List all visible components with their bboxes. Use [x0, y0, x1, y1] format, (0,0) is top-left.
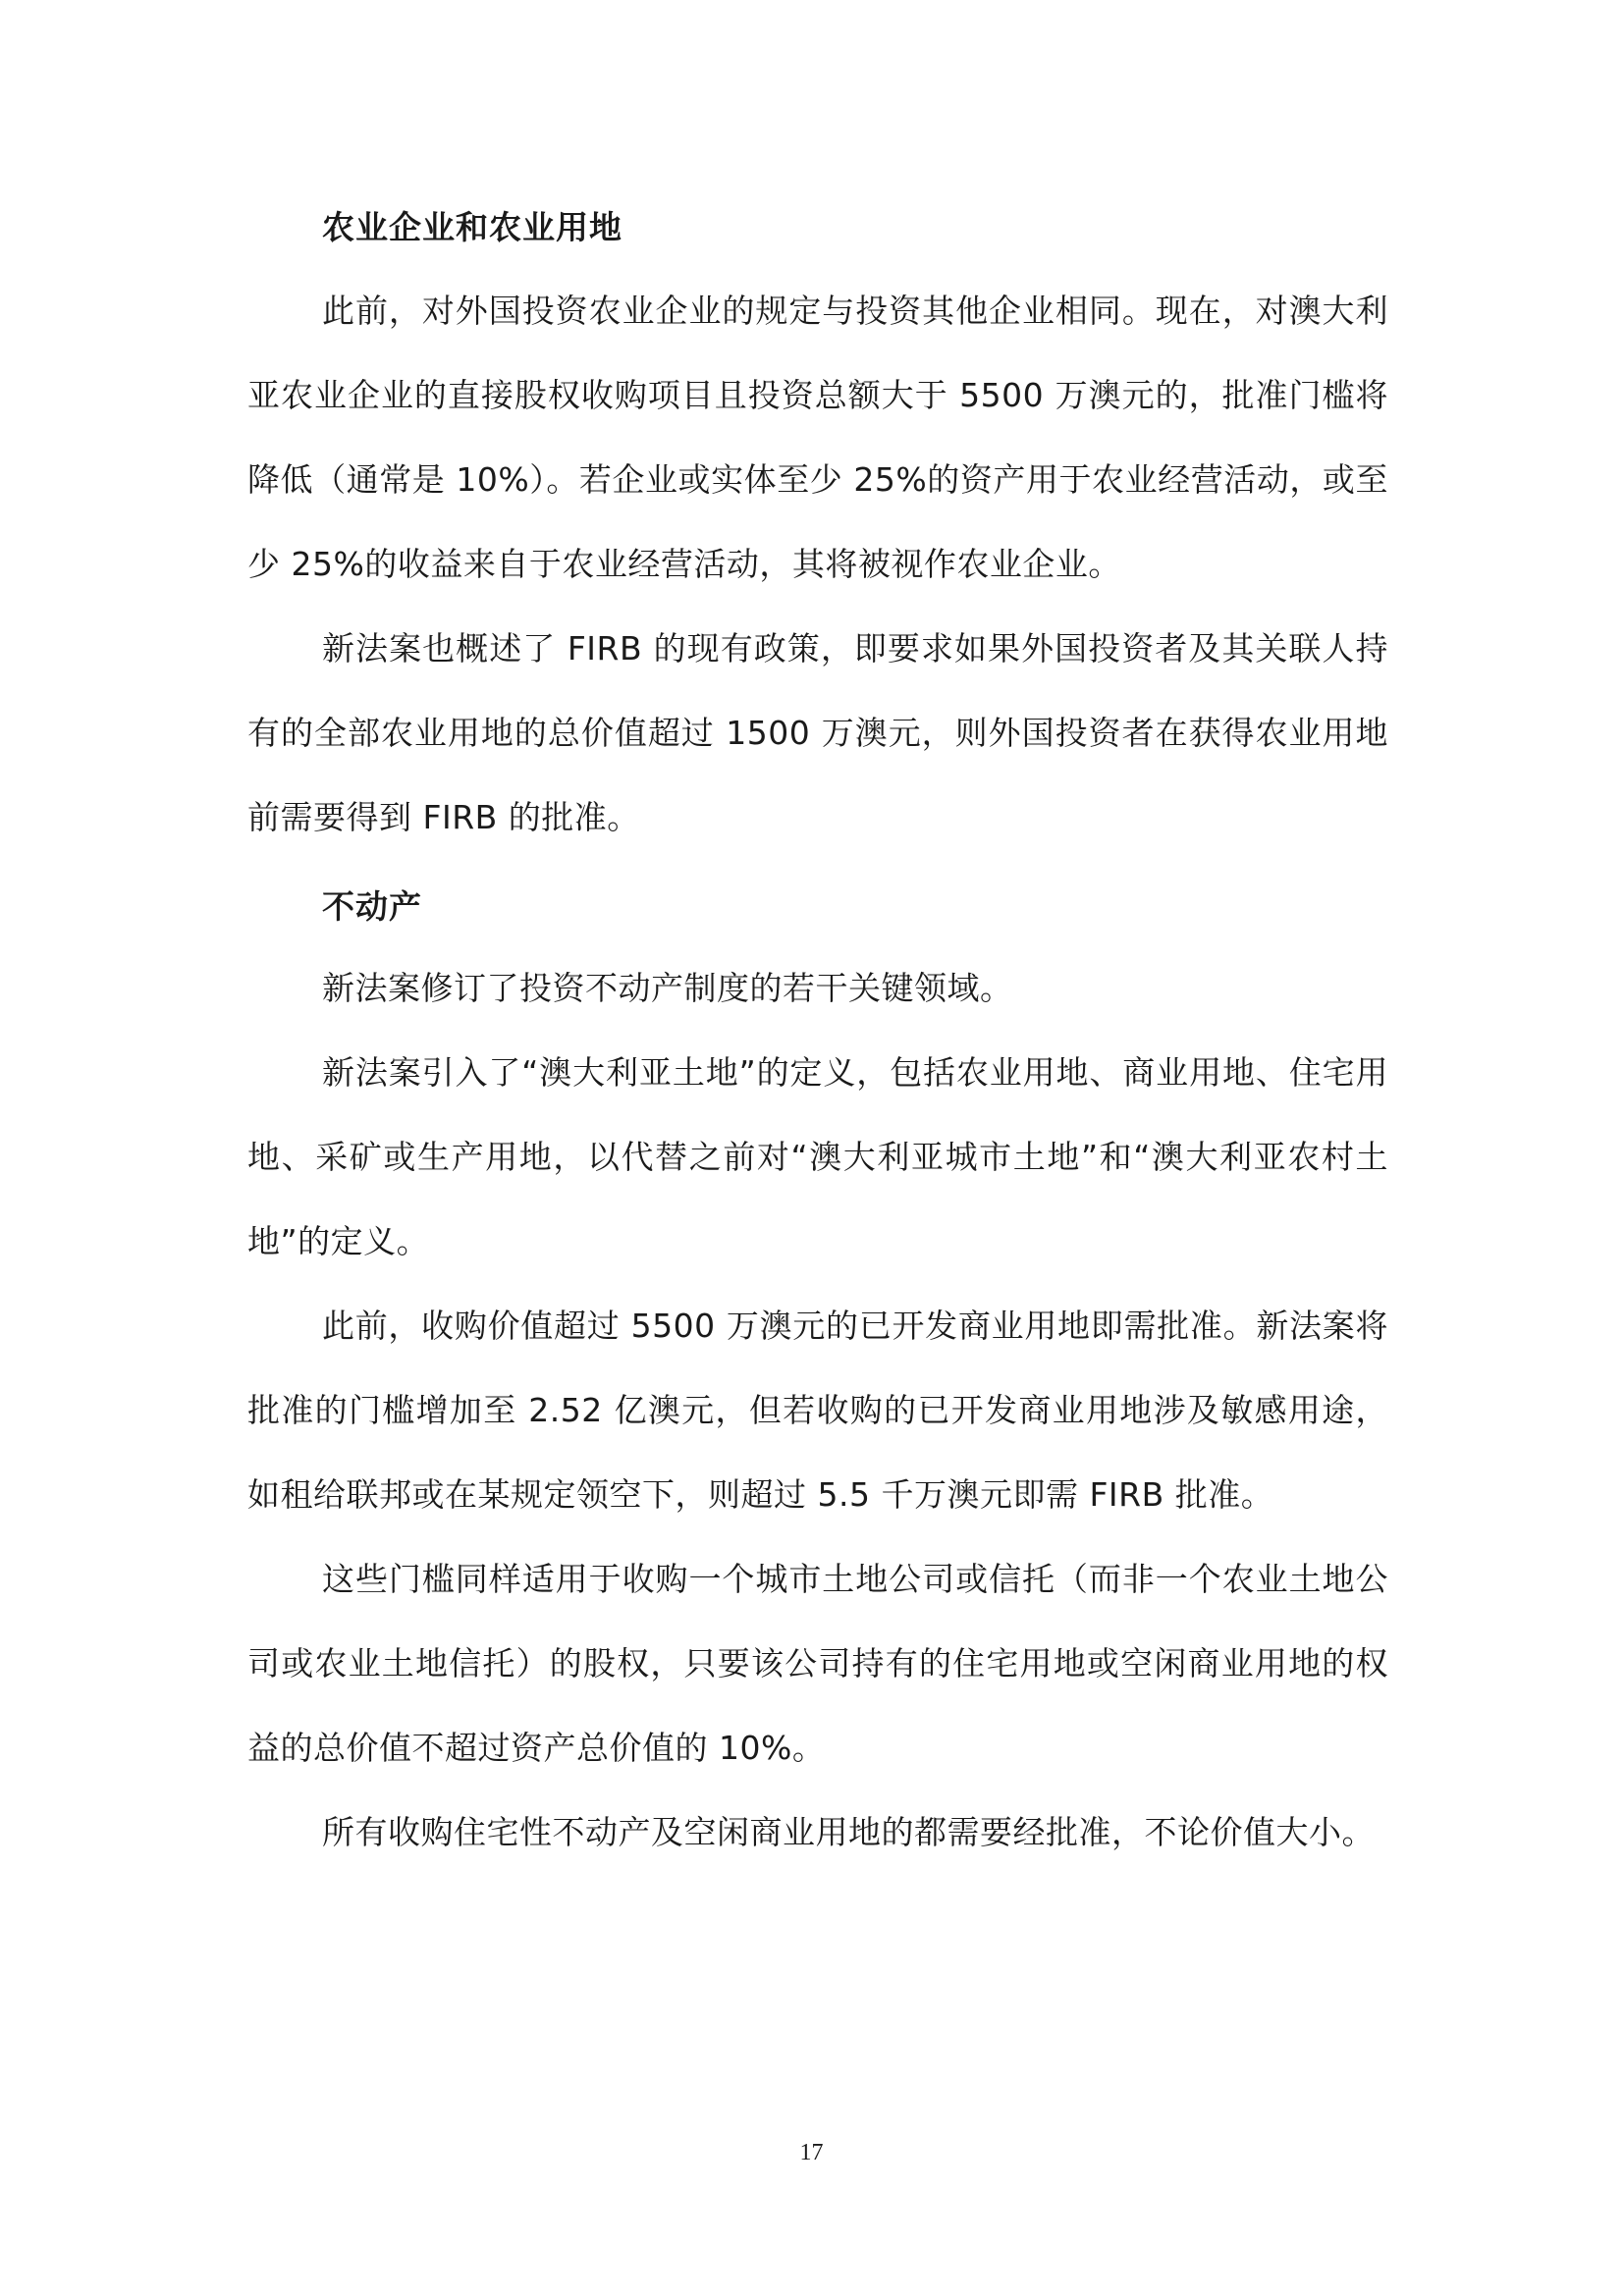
- page-body: [247, 206, 1388, 1875]
- paragraph-land-company-threshold: 这些门槛同样适用于收购一个城市土地公司或信托（而非一个农业土地公司或农业土地信托）的股权，只要该公司持有的住宅用地或空闲商业用地的权益的总价值不超过资产总价值的 10%。: [247, 1560, 1388, 1767]
- paragraph-residential-approval: 所有收购住宅性不动产及空闲商业用地的都需要经批准，不论价值大小。: [322, 1813, 1375, 1851]
- paragraph-agri-business: 此前，对外国投资农业企业的规定与投资其他企业相同。现在，对澳大利亚农业企业的直接股权收购项目且投资总额大于 5500 万澳元的，批准门槛将降低（通常是 10%）。若企业或实体至少 25%的资产用于农业经营活动，或至少 25%的收益来自于农业经营活动，其将被视作农业企业。: [247, 292, 1388, 583]
- section-heading-agriculture: 农业企业和农业用地: [322, 208, 622, 246]
- page-number: 17: [799, 2140, 824, 2165]
- section-heading-property: 不动产: [322, 887, 422, 926]
- paragraph-agri-land: 新法案也概述了 FIRB 的现有政策，即要求如果外国投资者及其关联人持有的全部农业用地的总价值超过 1500 万澳元，则外国投资者在获得农业用地前需要得到 FIRB 的批准。: [247, 629, 1388, 836]
- paragraph-property-intro: 新法案修订了投资不动产制度的若干关键领域。: [322, 969, 1013, 1007]
- paragraph-commercial-land-threshold: 此前，收购价值超过 5500 万澳元的已开发商业用地即需批准。新法案将批准的门槛增加至 2.52 亿澳元，但若收购的已开发商业用地涉及敏感用途，如租给联邦或在某规定领空下，则超过 5.5 千万澳元即需 FIRB 批准。: [247, 1307, 1388, 1514]
- paragraph-australian-land-definition: 新法案引入了“澳大利亚土地”的定义，包括农业用地、商业用地、住宅用地、采矿或生产用地，以代替之前对“澳大利亚城市土地”和“澳大利亚农村土地”的定义。: [247, 1053, 1388, 1260]
